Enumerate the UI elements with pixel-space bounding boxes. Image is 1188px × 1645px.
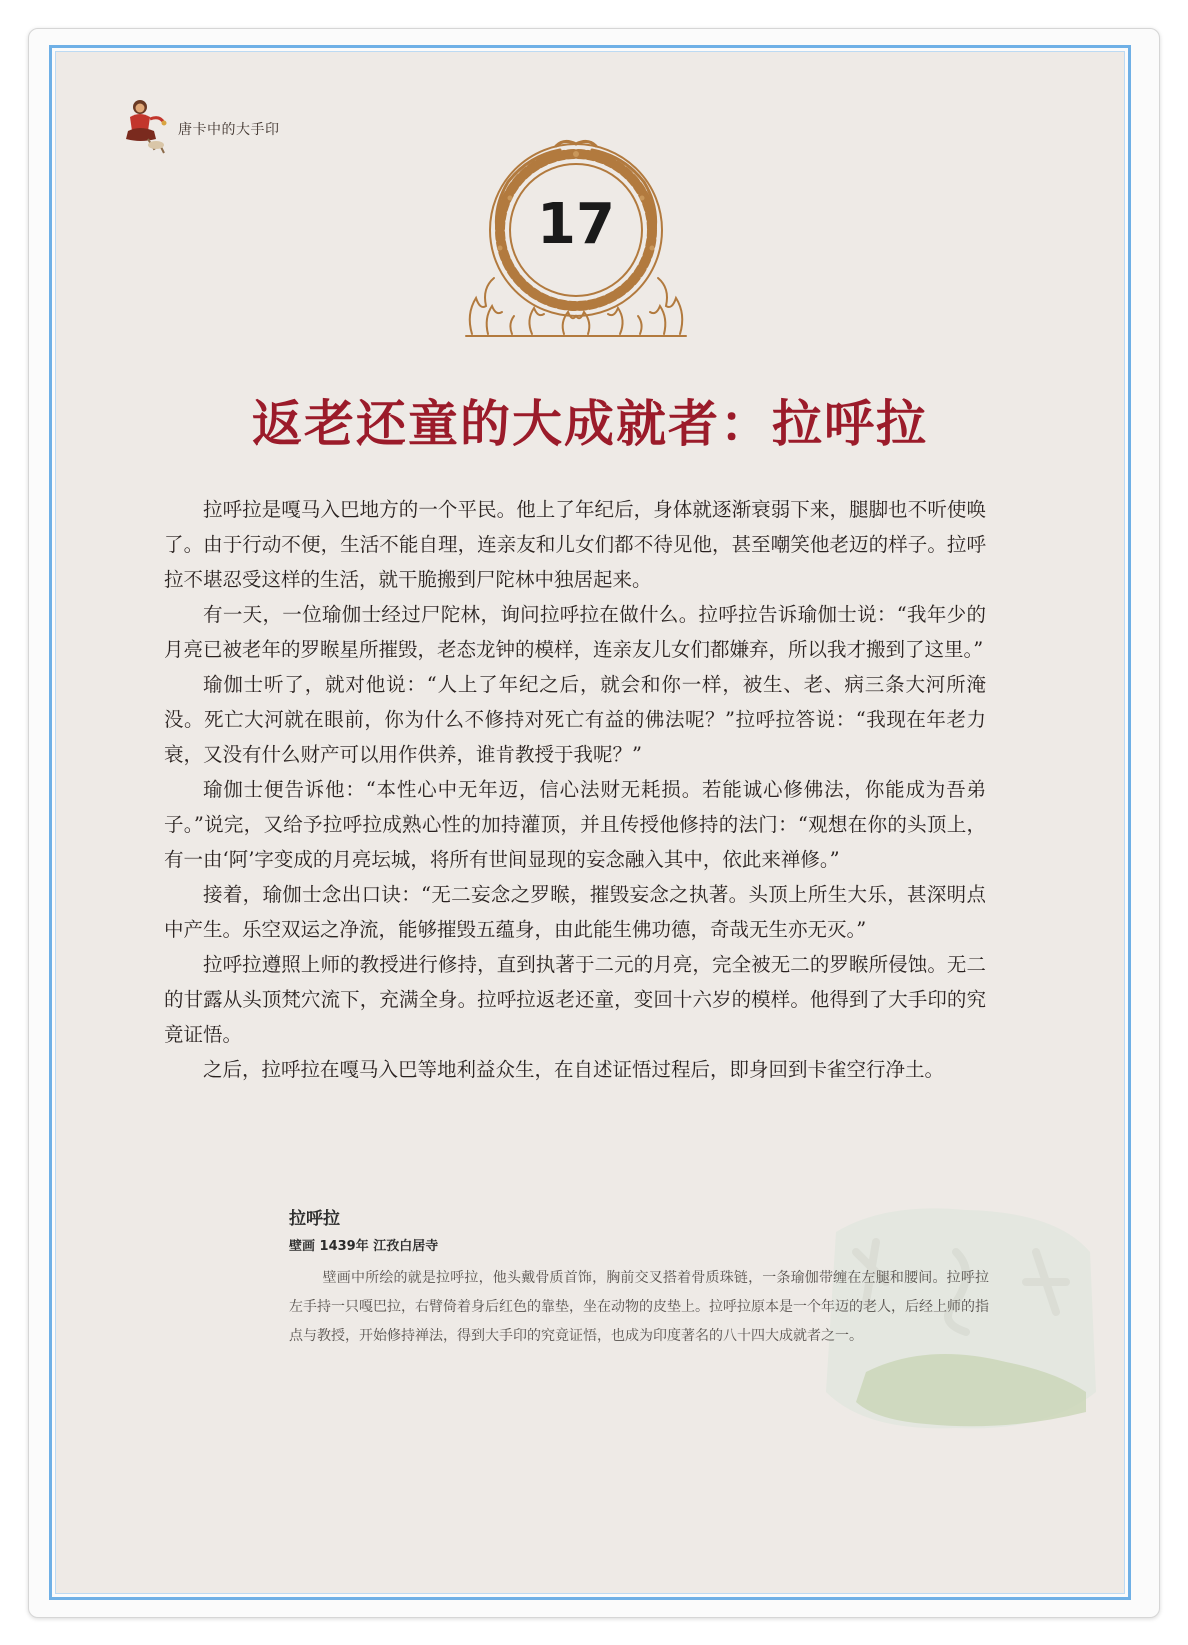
caption-text: 壁画中所绘的就是拉呼拉，他头戴骨质首饰，胸前交叉搭着骨质珠链，一条瑜伽带缠在左腿和腰间。拉呼拉左手持一只嘎巴拉，右臂倚着身后红色的靠垫，坐在动物的皮垫上。拉呼拉原本是一个年迈的老人，后经上师的指点与教授，开始修持禅法，得到大手印的究竟证悟，也成为印度著名的八十四大成就者之一。	[289, 1270, 989, 1344]
flame-wheel-emblem	[436, 138, 716, 338]
paragraph: 拉呼拉是嘎马入巴地方的一个平民。他上了年纪后，身体就逐渐衰弱下来，腿脚也不听使唤了。由于行动不便，生活不能自理，连亲友和儿女们都不待见他，甚至嘲笑他老迈的样子。拉呼拉不堪忍受这样的生活，就干脆搬到尸陀林中独居起来。	[164, 498, 986, 591]
paragraph: 拉呼拉遵照上师的教授进行修持，直到执著于二元的月亮，完全被无二的罗睺所侵蚀。无二的甘露从头顶梵穴流下，充满全身。拉呼拉返老还童，变回十六岁的模样。他得到了大手印的究竟证悟。	[164, 953, 986, 1046]
chapter-number: 17	[537, 192, 615, 257]
running-header	[120, 94, 280, 158]
page-frame	[49, 45, 1131, 1600]
paragraph: 瑜伽士便告诉他：“本性心中无年迈，信心法财无耗损。若能诚心修佛法，你能成为吾弟子。”说完，又给予拉呼拉成熟心性的加持灌顶，并且传授他修持的法门：“观想在你的头顶上，有一由‘阿’字变成的月亮坛城，将所有世间显现的妄念融入其中，依此来禅修。”	[164, 778, 986, 871]
caption-meta: 壁画 1439年 江孜白居寺	[289, 1239, 439, 1254]
paragraph: 有一天，一位瑜伽士经过尸陀林，询问拉呼拉在做什么。拉呼拉告诉瑜伽士说：“我年少的月亮已被老年的罗睺星所摧毁，老态龙钟的模样，连亲友儿女们都嫌弃，所以我才搬到了这里。”	[164, 603, 986, 661]
paragraph: 之后，拉呼拉在嘎马入巴等地利益众生，在自述证悟过程后，即身回到卡雀空行净土。	[203, 1058, 945, 1081]
paragraph: 瑜伽士听了，就对他说：“人上了年纪之后，就会和你一样，被生、老、病三条大河所淹没。死亡大河就在眼前，你为什么不修持对死亡有益的佛法呢？”拉呼拉答说：“我现在年老力衰，又没有什么财产可以用作供养，谁肯教授于我呢？”	[164, 673, 986, 766]
article-body	[164, 492, 986, 1087]
section-title: 唐卡中的大手印	[178, 122, 280, 138]
figure-caption	[289, 1204, 989, 1351]
article-title: 返老还童的大成就者：拉呼拉	[252, 395, 928, 453]
paragraph: 接着，瑜伽士念出口诀：“无二妄念之罗睺，摧毁妄念之执著。头顶上所生大乐，甚深明点中产生。乐空双运之净流，能够摧毁五蕴身，由此能生佛功德，奇哉无生亦无灭。”	[164, 883, 986, 941]
caption-title: 拉呼拉	[289, 1209, 340, 1229]
deity-figure-icon	[120, 95, 172, 157]
book-page	[55, 51, 1125, 1594]
